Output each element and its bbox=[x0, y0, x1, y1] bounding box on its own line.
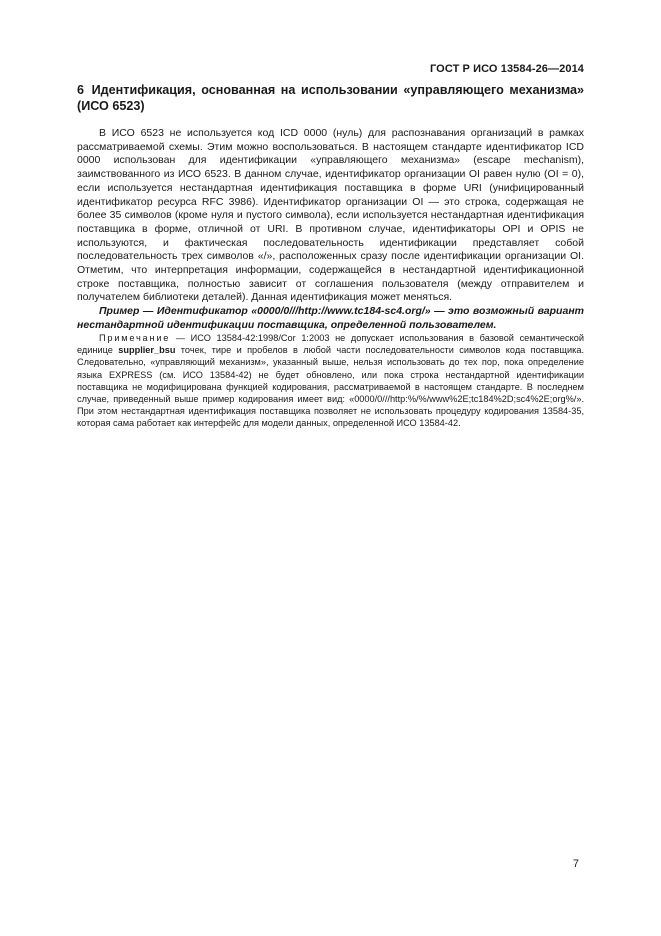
note-text-end: точек, тире и пробелов в любой части последовательности символов кода поставщика. Следовательно, «управляющий механизм», указанный выше, нельзя использовать до тех пор, пока определение языка EXPRESS (см. ИСО 13584-42) не будет обновлено, или пока строка нестандартной идентификации поставщика не модифицирована функцией кодирования, рассматриваемой в настоящем стандарте. В последнем случае, приведенный выше пример кодирования имеет вид: «0000/0///http:%/%/www%2E;tc184%2D;sc4%2E;org%/». При этом нестандартная идентификация поставщика позволяет не использовать процедуру кодирования 13584-35, которая сама работает как интерфейс для модели данных, определенной ИСО 13584-42. bbox=[77, 345, 584, 429]
section-body bbox=[77, 127, 584, 333]
example-paragraph: Пример — Идентификатор «0000/0///http://www.tc184-sc4.org/» — это возможный вариант нестандартной идентификации поставщика, определенной пользователем. bbox=[77, 305, 584, 331]
note-block bbox=[77, 332, 584, 430]
note-bold-term: supplier_bsu bbox=[118, 345, 176, 356]
page-number: 7 bbox=[572, 858, 579, 870]
body-paragraph bbox=[77, 127, 584, 305]
section-title-text: Идентификация, основанная на использовании «управляющего механизма» (ИСО 6523) bbox=[77, 83, 584, 113]
section-number: 6 bbox=[77, 83, 85, 97]
note-text-start: — ИСО 13584-42:1998/Cor 1:2003 не допускает использования в базовой семантической единице bbox=[77, 333, 584, 356]
note-paragraph bbox=[77, 332, 584, 430]
standard-designation: ГОСТ Р ИСО 13584-26—2014 bbox=[429, 63, 584, 75]
section-heading bbox=[77, 82, 584, 114]
body-paragraph-text: В ИСО 6523 не используется код ICD 0000 (нуль) для распознавания организаций в рамках рассматриваемой схемы. Этим можно воспользоваться. В настоящем стандарте идентификатор ICD 0000 использован для идентификации «управляющего механизма» (escape mechanism), заимствованного из ИСО 6523. В данном случае, идентификатор организации OI равен нулю (OI = 0), если используется нестандартная идентификация поставщика в форме URI (унифицированный идентификатор ресурса RFC 3986). Идентификатор организации OI — это строка, содержащая не более 35 символов (кроме нуля и пустого символа), если используется нестандартная идентификация поставщика в форме, отличной от URI. В противном случае, идентификаторы OPI и OPIS не используются, и фактическая последовательность идентификации представляет собой последовательность трех символов «/», расположенных сразу после идентификации организации OI. Отметим, что интерпретация информации, содержащейся в нестандартной идентификационной строке поставщика, полностью зависит от соглашения пользователя (между отправителем и получателем библиотеки деталей). Данная идентификация может меняться. bbox=[77, 127, 584, 304]
note-label: Примечание bbox=[99, 333, 171, 343]
